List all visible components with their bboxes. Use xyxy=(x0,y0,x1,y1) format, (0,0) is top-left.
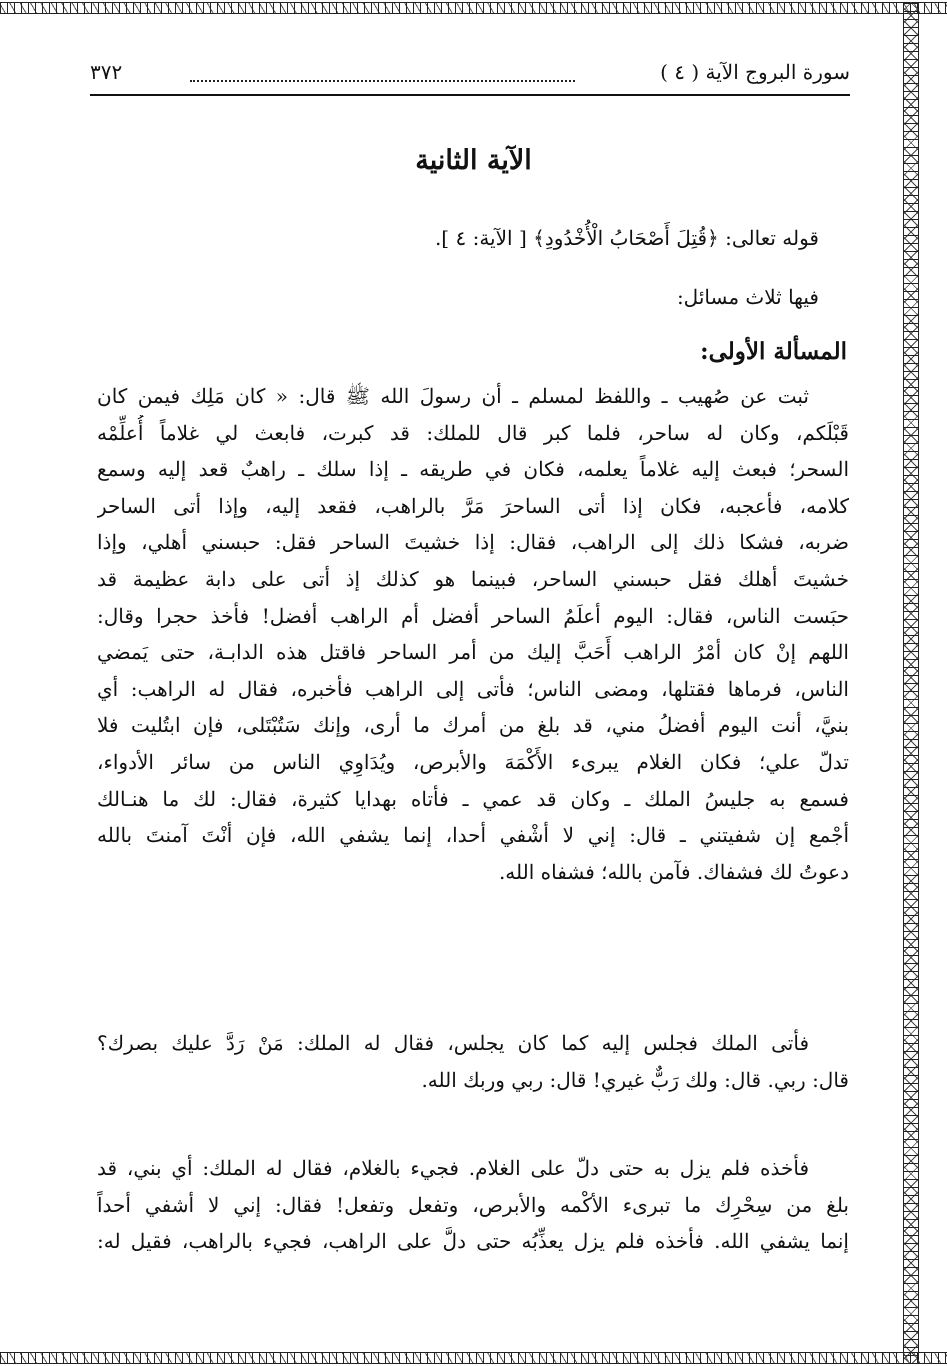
text-line: قَبْلَكم، وكان له ساحر، فلما كبر قال للملك: قد كبرت، فابعث لي غلاماً أُعلِّمْه xyxy=(97,420,849,445)
page-number: ٣٧٢ xyxy=(90,60,123,84)
text-line: إنما يشفي الله. فأخذه فلم يزل يعذِّبُه حتى دلَّ على الراهب، فجيء بالراهب، فقيل له: xyxy=(97,1229,849,1254)
ornamental-border-bottom xyxy=(0,1352,947,1364)
paragraph-hadith xyxy=(97,378,849,890)
text-line: كلامه، فأعجبه، فكان إذا أتى الساحرَ مَرَّ بالراهب، فقعد إليه، وإذا أتى الساحر xyxy=(97,493,849,518)
text-line: ضربه، فشكا ذلك إلى الراهب، فقال: إذا خشيتَ الساحر فقل: حبسني أهلي، وإذا xyxy=(97,530,849,555)
header-title: سورة البروج الآية ( ٤ ) xyxy=(660,60,850,84)
text-line: قال: ربي. قال: ولك رَبٌّ غيري! قال: ربي وربك الله. xyxy=(421,1067,849,1092)
header-dot-leader xyxy=(190,80,575,82)
text-line: السحر؛ فبعث إليه غلاماً يعلمه، فكان في طريقه ـ إذا سلك ـ راهبٌ قعد إليه وسمع xyxy=(97,457,849,482)
text-line: حبَست الناس، فقال: اليوم أعلَمُ الساحر أفضل أم الراهب أفضل! فأخذ حجرا وقال: xyxy=(97,603,849,628)
section-heading: الآية الثانية xyxy=(415,145,532,176)
text-line: أجْمع إن شفيتني ـ قال: إني لا أشْفي أحدا، إنما يشفي الله، فإن أنْتَ آمنتَ بالله xyxy=(97,823,849,848)
text-line: خشيتَ أهلك فقل حبسني الساحر، فبينما هو كذلك إذ أتى على دابة عظيمة قد xyxy=(97,566,849,591)
ornamental-border-top xyxy=(0,2,947,14)
question-heading: المسألة الأولى: xyxy=(700,338,847,365)
paragraph-king-question xyxy=(97,1025,849,1098)
text-line: فأتى الملك فجلس إليه كما كان يجلس، فقال له الملك: مَنْ رَدَّ عليك بصرك؟ xyxy=(97,1031,809,1055)
text-line: تدلّ علي؛ فكان الغلام يبرىء الأَكْمَهَ والأبرص، ويُدَاوِي الناس من سائر الأدواء، xyxy=(97,749,849,774)
text-line: ثبت عن صُهيب ـ واللفظ لمسلم ـ أن رسولَ الله ﷺ قال: « كان مَلِك فيمن كان xyxy=(97,384,809,408)
text-line: بنيَّ، أنت اليوم أفضلُ مني، قد بلغ من أمرك ما أرى، وإنك سَتُبْتَلى، فإن ابتُليت فلا xyxy=(97,713,849,738)
text-line: دعوتُ لك فشفاك. فآمن بالله؛ فشفاه الله. xyxy=(498,859,849,884)
paragraph-boy-brought xyxy=(97,1150,849,1260)
text-line: فأخذه فلم يزل به حتى دلّ على الغلام. فجيء بالغلام، فقال له الملك: أي بني، قد xyxy=(97,1156,810,1180)
text-line: اللهم إنْ كان أمْرُ الراهب أَحَبَّ إليك من أمر الساحر فاقتل هذه الدابـة، حتى يَمضي xyxy=(97,640,849,665)
text-line: فسمع به جليسُ الملك ـ وكان قد عمي ـ فأتاه بهدايا كثيرة، فقال: لك ما هنـالك xyxy=(97,786,849,811)
ornamental-border-right xyxy=(903,2,919,1364)
running-header xyxy=(90,60,850,96)
verse-quote-line: قوله تعالى: ﴿قُتِلَ أَصْحَابُ الْأُخْدُودِ﴾ [ الآية: ٤ ]. xyxy=(434,226,819,250)
text-line: بلغ من سِحْرِك ما تبرىء الأكْمه والأبرص، وتفعل وتفعل! فقال: إني لا أشفي أحداً xyxy=(97,1192,849,1217)
text-line: الناس، فرماها فقتلها، ومضى الناس؛ فأتى إلى الراهب فأخبره، فقال له الراهب: أي xyxy=(97,676,849,701)
intro-line: فيها ثلاث مسائل: xyxy=(676,285,819,309)
